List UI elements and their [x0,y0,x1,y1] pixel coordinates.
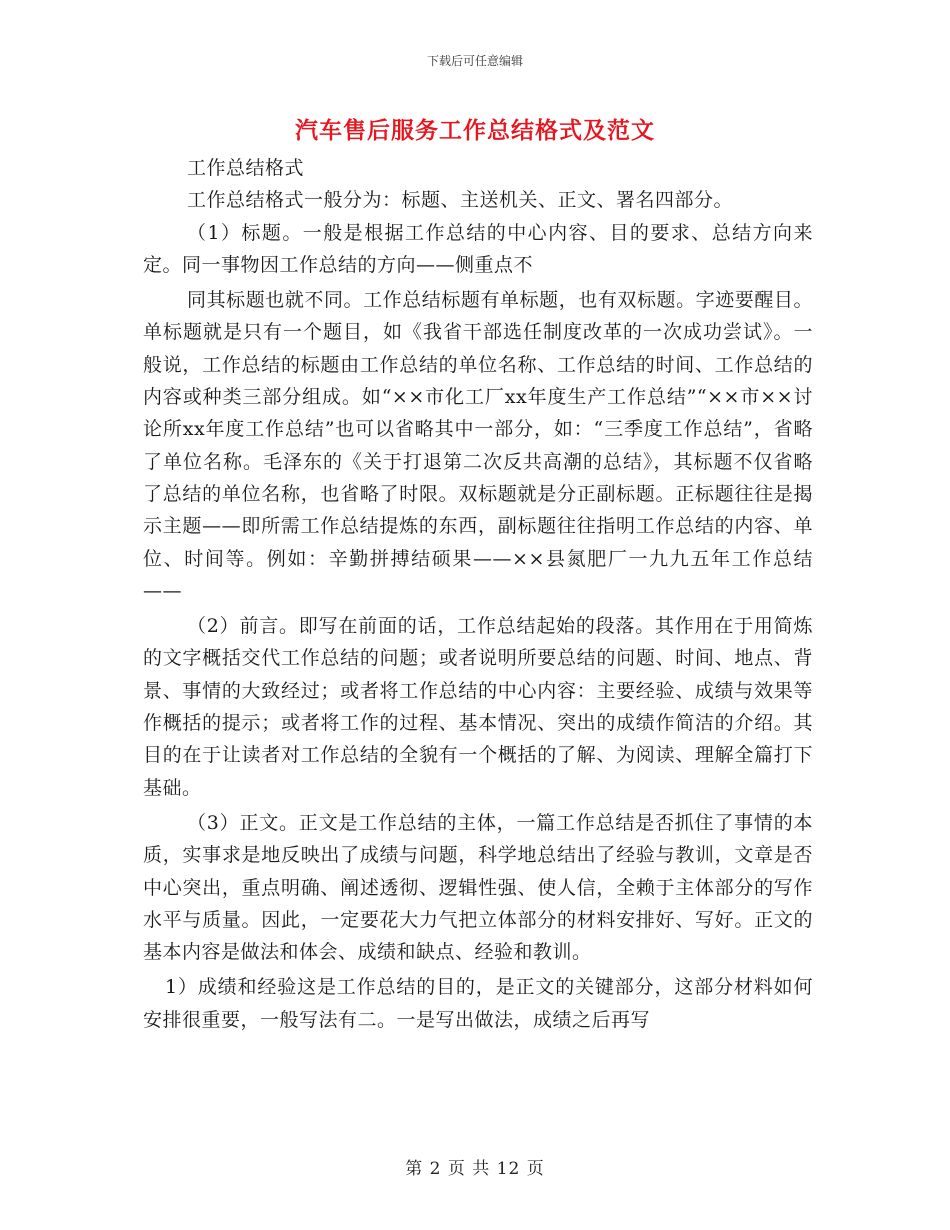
page-header: 下载后可任意编辑 [426,54,523,68]
paragraph-format-overview: 工作总结格式一般分为：标题、主送机关、正文、署名四部分。 [187,189,734,212]
document-title: 汽车售后服务工作总结格式及范文 [295,117,655,144]
paragraph-preface: （2）前言。即写在前面的话，工作总结起始的段落。其作用在于用简炼的文字概括交代工作总结的问题；或者说明所要总结的问题、时间、地点、背景、事情的大致经过；或者将工作总结的中心内容：主要经验、成绩与效果等作概括的提示；或者将工作的过程、基本情况、突出的成绩作简洁的介绍。其目的在于让读者对工作总结的全貌有一个概括的了解、为阅读、理解全篇打下基础。 [143,615,813,799]
page-number: 第 2 页 共 12 页 [405,1159,545,1179]
paragraph-title-section: （1）标题。一般是根据工作总结的中心内容、目的要求、总结方向来定。同一事物因工作总结的方向——侧重点不 [143,221,813,276]
paragraph-title-detail: 同其标题也就不同。工作总结标题有单标题，也有双标题。字迹要醒目。单标题就是只有一个题目，如《我省干部选任制度改革的一次成功尝试》。一般说，工作总结的标题由工作总结的单位名称、工作总结的时间、工作总结的内容或种类三部分组成。如“××市化工厂xx年度生产工作总结”“××市××讨论所xx年度工作总结”也可以省略其中一部分，如：“三季度工作总结”，省略了单位名称。毛泽东的《关于打退第二次反共高潮的总结》，其标题不仅省略了总结的单位名称，也省略了时限。双标题就是分正副标题。正标题往往是揭示主题——即所需工作总结提炼的东西，副标题往往指明工作总结的内容、单位、时间等。例如：辛勤拼搏结硕果——××县氮肥厂一九九五年工作总结—— [143,289,813,602]
paragraph-main-text: （3）正文。正文是工作总结的主体，一篇工作总结是否抓住了事情的本质，实事求是地反映出了成绩与问题，科学地总结出了经验与教训，文章是否中心突出，重点明确、阐述透彻、逻辑性强、使人信，全赖于主体部分的写作水平与质量。因此，一定要花大力气把立体部分的材料安排好、写好。正文的基本内容是做法和体会、成绩和缺点、经验和教训。 [143,811,813,964]
document-body [143,152,813,1036]
paragraph-achievements: 1）成绩和经验这是工作总结的目的，是正文的关键部分，这部分材料如何安排很重要，一般写法有二。一是写出做法，成绩之后再写 [143,976,813,1031]
paragraph-format-heading: 工作总结格式 [187,157,305,179]
